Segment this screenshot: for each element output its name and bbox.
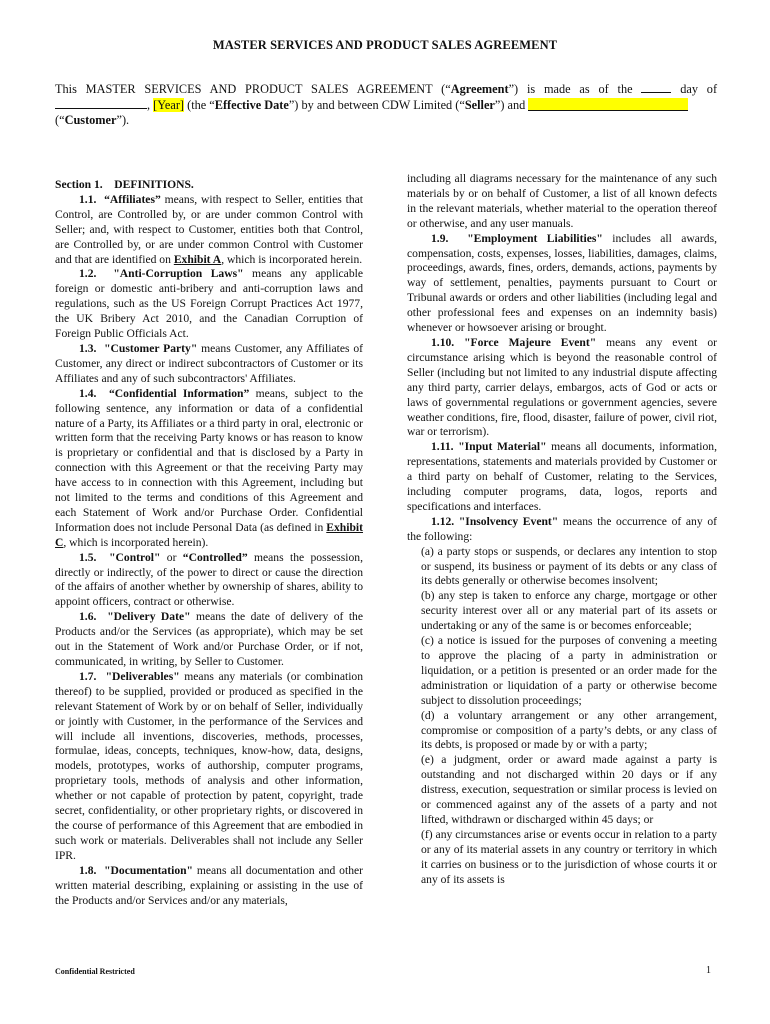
day-blank[interactable] [641, 82, 671, 93]
month-blank[interactable] [55, 98, 147, 109]
definition-force-majeure-event: 1.10. "Force Majeure Event" means any event or circumstance arising which is beyond the reasonable control of Seller (including but not limited to any industrial dispute affecting any third party, carrier delays, embargos, acts of God or acts or laws of governmental regulations or government agencies, severe weather conditions, fire, flood, disaster, failure of power, civil riot, war or terrorism). [407, 335, 717, 439]
exhibit-c-link[interactable]: Exhibit C [55, 520, 363, 549]
intro-text: day of [680, 82, 718, 96]
defined-term-effective-date: Effective Date [214, 97, 289, 112]
definition-documentation-continued: including all diagrams necessary for the maintenance of any such materials by or on behalf of Customer, a list of all known defects in the relevant materials, whether material to the operation thereof or otherwise, and any user manuals. [407, 172, 717, 230]
intro-paragraph [55, 82, 717, 129]
right-column [407, 172, 717, 888]
intro-text: ”) by and between CDW Limited (“ [288, 97, 465, 112]
exhibit-a-link[interactable]: Exhibit A [173, 252, 222, 266]
definition-delivery-date: 1.6. "Delivery Date" means the date of delivery of the Products and/or the Services (as appropriate), which may be set out in the Statement of Work and/or Purchase Order, or if not, communicated, in writing, by Seller to Customer. [55, 610, 363, 668]
list-item: (f) any circumstances arise or events occur in relation to a party or any of its material assets in any country or territory in which it carries on business or to the jurisdiction of whose courts it or any of its assets is [421, 827, 717, 886]
footer-classification: Confidential Restricted [55, 967, 135, 976]
definition-confidential-information: 1.4. “Confidential Information” means, subject to the following sentence, any information or data of a confidential nature of a Party, its Affiliates or a third party in oral, electronic or written form that the receiving Party knows or has reason to know is proprietary or confidential and that is disclosed by a Party in connection with this Agreement or that the receiving Party may have access to in connection with this Agreement, including but not limited to the terms and conditions of this Agreement and each Statement of Work and/or Purchase Order. Confidential Information does not include Personal Data (as defined in Exhibit C, which is incorporated herein). [55, 386, 363, 549]
intro-text: ”) is made as of the [508, 82, 633, 96]
definition-insolvency-event: 1.12. "Insolvency Event" means the occurrence of any of the following: [407, 514, 717, 543]
page-number: 1 [706, 965, 711, 976]
definition-deliverables: 1.7. "Deliverables" means any materials (or combination thereof) to be supplied, provided or produced as specified in the relevant Statement of Work by or on behalf of Seller, individually or jointly with Customer, in the performance of the Services and will include all inventions, discoveries, methods, processes, formulae, ideas, concepts, techniques, know-how, data, designs, models, prototypes, works of authorship, computer programs, proprietary tools, methods of analysis and other information, whether or not capable of protection by patent, copyright, trade secret, confidentiality, or other proprietary rights, or discovered in the course of performance of this Agreement that are embodied in such work or materials. Deliverables shall not include any Seller IPR. [55, 669, 364, 862]
list-item: (c) a notice is issued for the purposes of convening a meeting to approve the placing of a party in administration or liquidation, or a petition is presented or an order made for the administration or liquidation of a party or otherwise become subject to dissolution proceedings; [421, 634, 717, 707]
defined-term-agreement: Agreement [450, 82, 509, 96]
left-column [55, 178, 363, 908]
definition-input-material: 1.11. "Input Material" means all documents, information, representations, statements and materials provided by Customer or a third party on behalf of Customer, relating to the Services, including computer programs, data, logos, reports and specifications and interfaces. [407, 440, 717, 513]
intro-text: ”) and [494, 97, 526, 112]
defined-term-seller: Seller [464, 97, 495, 112]
customer-name-blank[interactable] [528, 98, 688, 111]
section-heading: Section 1. DEFINITIONS. [55, 178, 194, 191]
definition-control: 1.5. "Control" or “Controlled” means the possession, directly or indirectly, of the power to direct or cause the direction of the affairs of another whether by ownership of shares, ability to appoint officers, contract or otherwise. [55, 550, 363, 609]
list-item: (a) a party stops or suspends, or declares any intention to stop or suspend, its business or payment of its debts or any class of its debts generally or otherwise becomes insolvent; [421, 544, 717, 588]
document-title: MASTER SERVICES AND PRODUCT SALES AGREEMENT [212, 38, 558, 52]
definition-documentation: 1.8. "Documentation" means all documentation and other written material describing, explaining or assisting in the use of the Products and/or Services and/or any materials, [55, 863, 364, 907]
list-item: (b) any step is taken to enforce any charge, mortgage or other security interest over all or any material part of its assets or undertaking or any of the same is or becomes enforceable; [421, 589, 717, 633]
list-item: (d) a voluntary arrangement or any other arrangement, compromise or composition of a party’s debts, or any class of its debts, is proposed or made by or with a party; [421, 708, 717, 752]
definition-anti-corruption-laws: 1.2. "Anti-Corruption Laws" means any applicable foreign or domestic anti-bribery and anti-corruption laws and regulations, such as the US Foreign Corrupt Practices Act 1977, the UK Bribery Act 2010, and the Canadian Corruption of Foreign Public Officials Act. [55, 267, 363, 341]
intro-text: This MASTER SERVICES AND PRODUCT SALES AGREEMENT (“ [55, 82, 451, 96]
list-item: (e) a judgment, order or award made against a party is outstanding and not discharged within 20 days or if any distress, execution, sequestration or similar process is levied on or commenced against any of the assets of a party and not lifted, withdrawn or discharged within 45 days; or [421, 753, 717, 826]
intro-text: , [147, 97, 151, 112]
intro-text: ”). [116, 113, 130, 128]
definition-customer-party: 1.3. "Customer Party" means Customer, any Affiliates of Customer, any direct or indirect subcontractors of Customer or its Affiliates and any of such subcontractors' Affiliates. [55, 341, 364, 385]
intro-text: (the “ [187, 97, 215, 112]
year-placeholder[interactable]: [Year] [153, 97, 185, 112]
definition-employment-liabilities: 1.9. "Employment Liabilities" includes all awards, compensation, costs, expenses, losses, liabilities, damages, claims, proceedings, awards, fines, orders, demands, actions, payments by way of settlement, penalties, payments pursuant to Court or Tribunal awards or orders and other liabilities (including legal and other professional fees and expenses on an indemnity basis) whenever or howsoever arising or brought. [407, 231, 717, 335]
intro-text: (“ [55, 113, 65, 128]
defined-term-customer: Customer [64, 113, 117, 128]
definition-affiliates: 1.1. “Affiliates” means, with respect to Seller, entities that Control, are Controlled by, or are under common Control with Seller; and, with respect to Customer, entities both that Control, are Controlled by, or are under common Control with Customer and that are identified on Exhibit A, which is incorporated herein. [55, 192, 364, 266]
